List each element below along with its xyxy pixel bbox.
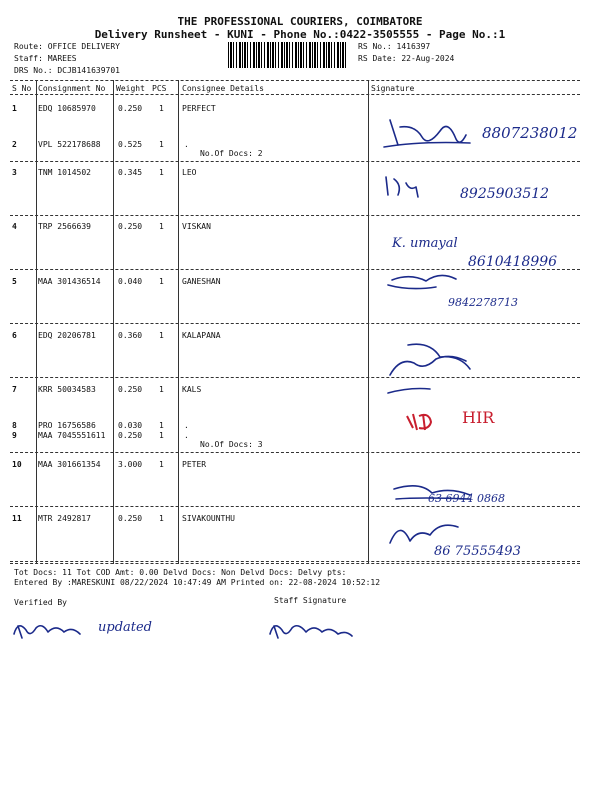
row-sno: 7 <box>12 385 17 394</box>
staff-label: Staff: MAREES <box>14 54 77 63</box>
row-pcs: 1 <box>159 421 164 430</box>
handwritten-phone: 8610418996 <box>468 254 558 270</box>
drs-number: DRS No.: DCJB141639701 <box>14 66 120 75</box>
handwritten-name: K. umayal <box>392 236 458 251</box>
row-consignment: TRP 2566639 <box>38 222 91 231</box>
row-doc-count: No.Of Docs: 2 <box>200 149 263 158</box>
row-consignee: GANESHAN <box>182 277 221 286</box>
row-pcs: 1 <box>159 385 164 394</box>
entered-by-line: Entered By :MARESKUNI 08/22/2024 10:47:49 AM Printed on: 22-08-2024 10:52:12 <box>14 578 381 587</box>
row-weight: 0.360 <box>118 331 143 340</box>
runsheet-subtitle: Delivery Runsheet - KUNI - Phone No.:0422-3505555 - Page No.:1 <box>94 28 506 41</box>
row-pcs: 1 <box>159 460 164 469</box>
row-weight: 0.250 <box>118 104 143 113</box>
row-consignee: KALAPANA <box>182 331 221 340</box>
row-consignee: SIVAKOUNTHU <box>182 514 235 523</box>
row-sno: 11 <box>12 514 22 523</box>
row-consignment: EDQ 20206781 <box>38 331 96 340</box>
staff-signature-label: Staff Signature <box>274 596 347 605</box>
col-divider <box>36 80 37 564</box>
footer-rule <box>10 563 580 564</box>
col-header-pcs: PCS <box>152 84 167 93</box>
row-consignment: PRO 16756586 <box>38 421 96 430</box>
row-consignment: TNM 1014502 <box>38 168 91 177</box>
row-weight: 0.250 <box>118 431 143 440</box>
row-pcs: 1 <box>159 222 164 231</box>
row-consignee: VISKAN <box>182 222 211 231</box>
row-consignment: MTR 2492817 <box>38 514 91 523</box>
col-header-consignment: Consignment No <box>38 84 106 93</box>
row-weight: 0.250 <box>118 385 143 394</box>
barcode-image <box>228 42 348 68</box>
row-pcs: 1 <box>159 104 164 113</box>
row-weight: 0.040 <box>118 277 143 286</box>
handwritten-mark: HIR <box>462 408 495 427</box>
totals-line: Tot Docs: 11 Tot COD Amt: 0.00 Delvd Docs: Non Delvd Docs: Delvy pts: <box>14 568 347 577</box>
row-pcs: 1 <box>159 431 164 440</box>
company-title: THE PROFESSIONAL COURIERS, COIMBATORE <box>177 15 423 28</box>
handwritten-phone: 8807238012 <box>482 124 578 142</box>
row-pcs: 1 <box>159 277 164 286</box>
handwritten-phone: 9842278713 <box>448 296 518 309</box>
row-consignment: KRR 50034583 <box>38 385 96 394</box>
row-weight: 0.345 <box>118 168 143 177</box>
col-divider <box>368 80 369 564</box>
row-consignment: MAA 301661354 <box>38 460 101 469</box>
col-header-signature: Signature <box>371 84 415 93</box>
rs-date: RS Date: 22-Aug-2024 <box>358 54 455 63</box>
row-sno: 1 <box>12 104 17 113</box>
row-doc-count: No.Of Docs: 3 <box>200 440 263 449</box>
row-consignee: LEO <box>182 168 197 177</box>
row-weight: 0.525 <box>118 140 143 149</box>
row-sno: 5 <box>12 277 17 286</box>
col-divider <box>113 80 114 564</box>
col-divider <box>178 80 179 564</box>
row-sno: 10 <box>12 460 22 469</box>
row-sno: 3 <box>12 168 17 177</box>
col-header-consignee: Consignee Details <box>182 84 264 93</box>
row-consignee: . <box>184 431 189 440</box>
row-pcs: 1 <box>159 331 164 340</box>
row-consignment: MAA 301436514 <box>38 277 101 286</box>
verified-by-label: Verified By <box>14 598 67 607</box>
row-consignee: . <box>184 421 189 430</box>
rs-number: RS No.: 1416397 <box>358 42 431 51</box>
row-pcs: 1 <box>159 514 164 523</box>
col-header-sno: S No <box>12 84 32 93</box>
row-sno: 6 <box>12 331 17 340</box>
staff-signature <box>264 612 364 644</box>
row-sno: 2 <box>12 140 17 149</box>
row-weight: 0.030 <box>118 421 143 430</box>
row-consignment: MAA 7045551611 <box>38 431 106 440</box>
row-sno: 4 <box>12 222 17 231</box>
row-consignee: . <box>184 140 189 149</box>
row-sno: 8 <box>12 421 17 430</box>
handwritten-phone: 8925903512 <box>460 186 550 202</box>
row-sno: 9 <box>12 431 17 440</box>
row-weight: 0.250 <box>118 222 143 231</box>
row-pcs: 1 <box>159 140 164 149</box>
row-consignee: KALS <box>182 385 202 394</box>
row-consignee: PETER <box>182 460 207 469</box>
row-weight: 3.000 <box>118 460 143 469</box>
row-weight: 0.250 <box>118 514 143 523</box>
verifier-signature <box>8 612 98 644</box>
row-consignment: EDQ 10685970 <box>38 104 96 113</box>
handwritten-phone: 86 75555493 <box>434 544 521 559</box>
col-header-weight: Weight <box>116 84 145 93</box>
row-pcs: 1 <box>159 168 164 177</box>
route-label: Route: OFFICE DELIVERY <box>14 42 120 51</box>
header-top-rule <box>10 80 580 81</box>
row-consignee: PERFECT <box>182 104 216 113</box>
row-consignment: VPL 522178688 <box>38 140 101 149</box>
red-scribble-mark <box>403 408 441 434</box>
verified-note: updated <box>98 620 153 635</box>
handwritten-phone: 63 6944 0868 <box>428 492 505 505</box>
